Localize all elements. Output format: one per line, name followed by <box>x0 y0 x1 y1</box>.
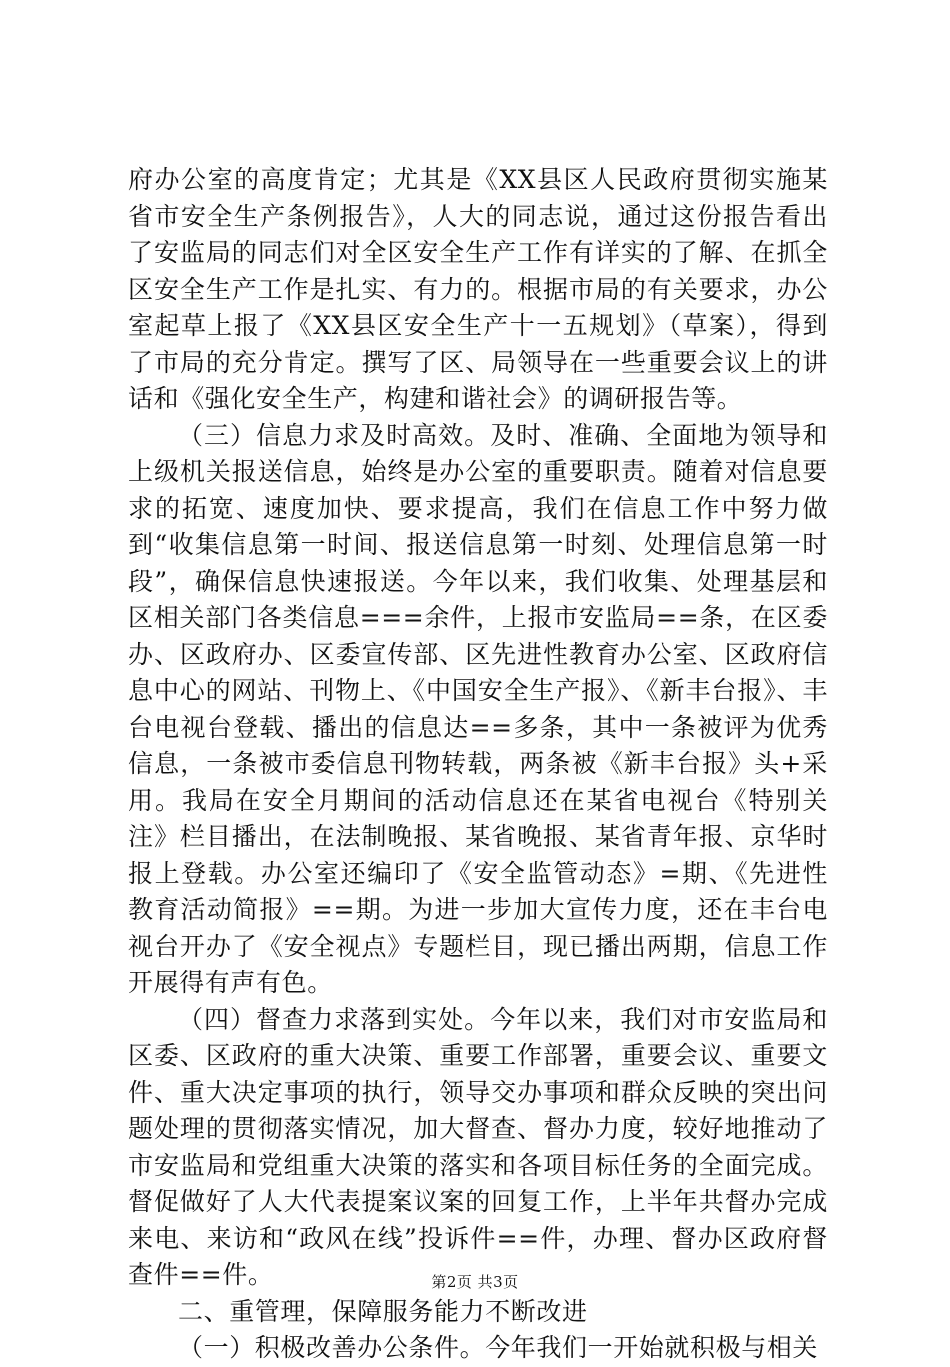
document-body <box>128 162 828 1367</box>
section-heading-management: 二、重管理，保障服务能力不断改进 <box>178 1296 588 1326</box>
page-number-footer: 第2页 共3页 <box>431 1273 519 1291</box>
paragraph-supervision: （四）督查力求落到实处。今年以来，我们对市安监局和区委、区政府的重大决策、重要工作部署，重要会议、重要文件、重大决定事项的执行，领导交办事项和群众反映的突出问题处理的贯彻落实情况，加大督查、督办力度，较好地推动了市安监局和党组重大决策的落实和各项目标任务的全面完成。督促做好了人大代表提案议案的回复工作，上半年共督办完成来电、来访和“政风在线”投诉件==件，办理、督办区政府督查件==件。 <box>128 1004 828 1289</box>
paragraph-information: （三）信息力求及时高效。及时、准确、全面地为领导和上级机关报送信息，始终是办公室的重要职责。随着对信息要求的拓宽、速度加快、要求提高，我们在信息工作中努力做到“收集信息第一时间、报送信息第一时刻、处理信息第一时段”，确保信息快速报送。今年以来，我们收集、处理基层和区相关部门各类信息===余件，上报市安监局==条，在区委办、区政府办、区委宣传部、区先进性教育办公室、区政府信息中心的网站、刊物上、《中国安全生产报》、《新丰台报》、丰台电视台登载、播出的信息达==多条，其中一条被评为优秀信息，一条被市委信息刊物转载，两条被《新丰台报》头+采用。我局在安全月期间的活动信息还在某省电视台《特别关注》栏目播出，在法制晚报、某省晚报、某省青年报、京华时报上登载。办公室还编印了《安全监管动态》=期、《先进性教育活动简报》==期。为进一步加大宣传力度，还在丰台电视台开办了《安全视点》专题栏目，现已播出两期，信息工作开展得有声有色。 <box>128 420 828 997</box>
paragraph-continuation: 府办公室的高度肯定；尤其是《XX县区人民政府贯彻实施某省市安全生产条例报告》，人大的同志说，通过这份报告看出了安监局的同志们对全区安全生产工作有详实的了解、在抓全区安全生产工作是扎实、有力的。根据市局的有关要求，办公室起草上报了《XX县区安全生产十一五规划》（草案），得到了市局的充分肯定。撰写了区、局领导在一些重要会议上的讲话和《强化安全生产，构建和谐社会》的调研报告等。 <box>128 165 828 413</box>
paragraph-office-conditions: （一）积极改善办公条件。今年我们一开始就积极与相关 <box>178 1333 819 1362</box>
